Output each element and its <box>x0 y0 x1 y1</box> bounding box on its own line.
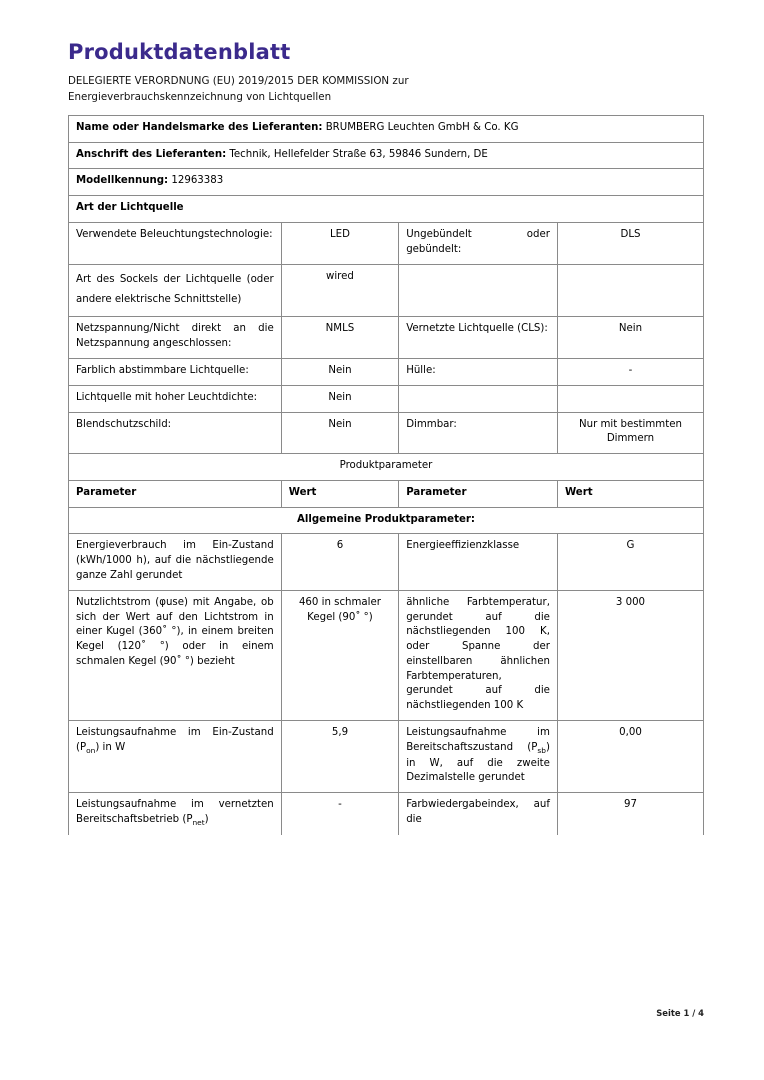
model-label: Modellkennung: <box>76 175 169 187</box>
table-row <box>69 358 704 385</box>
row-label-left: Netzspannung/Nicht direkt an die Netzspannung angeschlossen: <box>69 317 282 359</box>
table-row <box>69 412 704 454</box>
row-label-left: Verwendete Beleuchtungstechnologie: <box>69 223 282 265</box>
row-value-left: NMLS <box>281 317 398 359</box>
row-label-right: Dimmbar: <box>399 412 558 454</box>
row-label-right <box>399 264 558 317</box>
row-label-left: Farblich abstimmbare Lichtquelle: <box>69 358 282 385</box>
model-value: 12963383 <box>171 175 224 187</box>
row-value-left: 5,9 <box>281 721 398 793</box>
row-label-left: Blendschutzschild: <box>69 412 282 454</box>
column-header-value-left: Wert <box>281 480 398 507</box>
regulation-subtitle-line2: Energieverbrauchskennzeichnung von Lichtquellen <box>68 90 332 103</box>
supplier-name-label: Name oder Handelsmarke des Lieferanten: <box>76 121 323 133</box>
table-row-supplier-address <box>69 142 704 169</box>
section-product-parameters-label: Produktparameter <box>69 454 704 481</box>
row-value-right: DLS <box>557 223 703 265</box>
row-value-right: - <box>557 358 703 385</box>
row-value-left: wired <box>281 264 398 317</box>
row-value-left: 6 <box>281 534 398 590</box>
table-row <box>69 793 704 835</box>
column-header-parameter-left: Parameter <box>69 480 282 507</box>
row-value-left: LED <box>281 223 398 265</box>
row-label-left: Leistungsaufnahme im vernetzten Bereitschaftsbetrieb $(P_{net})$ <box>69 793 282 835</box>
column-header-parameter-right: Parameter <box>399 480 558 507</box>
regulation-subtitle <box>68 74 704 106</box>
row-label-left: Energieverbrauch im Ein-Zustand (kWh/1000 h), auf die nächstliegende ganze Zahl gerundet <box>69 534 282 590</box>
row-value-right: 3 000 <box>557 590 703 720</box>
table-row-supplier-name <box>69 115 704 142</box>
row-value-right: 97 <box>557 793 703 835</box>
section-light-source-type <box>69 196 704 223</box>
section-general-parameters <box>69 507 704 534</box>
table-row <box>69 223 704 265</box>
table-row <box>69 590 704 720</box>
row-value-right <box>557 385 703 412</box>
table-row <box>69 264 704 317</box>
row-label-right: Farbwiedergabeindex, auf die <box>399 793 558 835</box>
table-row-model <box>69 169 704 196</box>
row-value-left: Nein <box>281 358 398 385</box>
row-label-right <box>399 385 558 412</box>
row-value-left: 460 in schmaler Kegel (90˚ °) <box>281 590 398 720</box>
table-row <box>69 385 704 412</box>
supplier-address-label: Anschrift des Lieferanten: <box>76 148 227 160</box>
row-label-left: Art des Sockels der Lichtquelle (oder andere elektrische Schnittstelle) <box>69 264 282 317</box>
table-row <box>69 721 704 793</box>
regulation-subtitle-line1: DELEGIERTE VERORDNUNG (EU) 2019/2015 DER KOMMISSION zur <box>68 75 409 87</box>
page-number: Seite 1 / 4 <box>656 1008 704 1018</box>
row-label-left: Nutzlichtstrom (φuse) mit Angabe, ob sich der Wert auf den Lichtstrom in einer Kugel (360˚ °), in einem breiten Kegel (120˚ °) oder in einem schmalen Kegel (90˚ °) bezieht <box>69 590 282 720</box>
row-value-right <box>557 264 703 317</box>
table-header-row <box>69 480 704 507</box>
section-light-source-type-label: Art der Lichtquelle <box>69 196 704 223</box>
row-label-right: ähnliche Farbtemperatur, gerundet auf die nächstliegenden 100 K, oder Spanne der einstellbaren ähnlichen Farbtemperaturen, gerundet auf die nächstliegenden 100 K <box>399 590 558 720</box>
page-title: Produktdatenblatt <box>68 40 291 64</box>
row-value-right: 0,00 <box>557 721 703 793</box>
row-label-right: Vernetzte Lichtquelle (CLS): <box>399 317 558 359</box>
supplier-address-value: Technik, Hellefelder Straße 63, 59846 Sundern, DE <box>229 148 488 160</box>
row-value-left: - <box>281 793 398 835</box>
row-label-right: Leistungsaufnahme im Bereitschaftszustand $(P_{sb})$ in W, auf die zweite Dezimalstelle gerundet <box>399 721 558 793</box>
row-label-left: Leistungsaufnahme im Ein-Zustand $(P_{on})$ in W <box>69 721 282 793</box>
table-row <box>69 317 704 359</box>
datasheet-table <box>68 115 704 835</box>
row-value-left: Nein <box>281 412 398 454</box>
table-row <box>69 534 704 590</box>
row-value-right: Nein <box>557 317 703 359</box>
row-label-right: Ungebündelt oder gebündelt: <box>399 223 558 265</box>
supplier-name-value: BRUMBERG Leuchten GmbH & Co. KG <box>325 121 519 133</box>
column-header-value-right: Wert <box>557 480 703 507</box>
row-value-left: Nein <box>281 385 398 412</box>
section-product-parameters <box>69 454 704 481</box>
row-label-right: Energieeffizienzklasse <box>399 534 558 590</box>
row-label-left: Lichtquelle mit hoher Leuchtdichte: <box>69 385 282 412</box>
section-general-parameters-label: Allgemeine Produktparameter: <box>69 507 704 534</box>
row-label-right: Hülle: <box>399 358 558 385</box>
row-value-right: Nur mit bestimmten Dimmern <box>557 412 703 454</box>
row-value-right: G <box>557 534 703 590</box>
